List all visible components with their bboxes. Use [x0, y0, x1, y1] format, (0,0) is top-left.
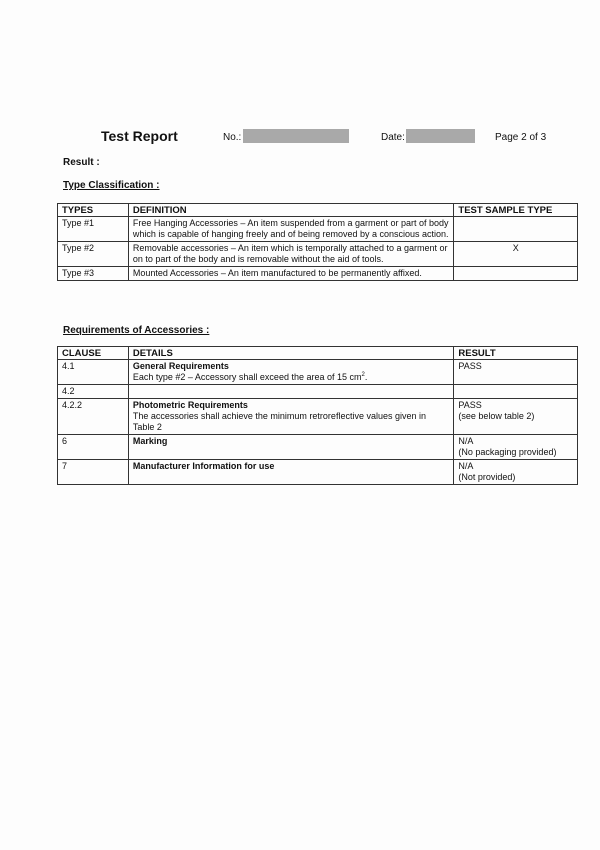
clause-cell: 4.2.2	[58, 399, 129, 435]
column-header-result: RESULT	[454, 347, 578, 360]
column-header-types: TYPES	[58, 204, 129, 217]
details-cell	[128, 399, 454, 435]
column-header-details: DETAILS	[128, 347, 454, 360]
type-classification-table	[57, 203, 578, 281]
requirement-title: Photometric Requirements	[132, 400, 248, 410]
details-cell	[128, 435, 454, 460]
clause-cell: 7	[58, 460, 129, 485]
result-cell	[454, 460, 578, 485]
clause-cell: 6	[58, 435, 129, 460]
result-value: N/A	[458, 436, 474, 446]
report-date-label: Date:	[381, 132, 405, 143]
result-cell	[454, 385, 578, 399]
details-cell	[128, 360, 454, 385]
table-row	[58, 267, 578, 281]
result-cell	[454, 399, 578, 435]
type-classification-heading: Type Classification :	[63, 180, 160, 191]
column-header-clause: CLAUSE	[58, 347, 129, 360]
result-note: (No packaging provided)	[458, 447, 557, 457]
table-row	[58, 435, 578, 460]
column-header-test-sample-type: TEST SAMPLE TYPE	[454, 204, 578, 217]
requirement-title: General Requirements	[132, 361, 229, 371]
definition-cell: Mounted Accessories – An item manufactured to be permanently affixed.	[128, 267, 454, 281]
sample-cell	[454, 267, 578, 281]
requirement-title: Manufacturer Information for use	[132, 461, 275, 471]
result-label: Result :	[63, 157, 100, 168]
requirement-title: Marking	[132, 436, 168, 446]
clause-cell: 4.1	[58, 360, 129, 385]
column-header-definition: DEFINITION	[128, 204, 454, 217]
page-number: Page 2 of 3	[495, 132, 547, 143]
table-header-row	[58, 347, 578, 360]
requirements-table	[57, 346, 578, 485]
details-cell	[128, 385, 454, 399]
details-cell	[128, 460, 454, 485]
sample-cell	[454, 217, 578, 242]
definition-cell: Free Hanging Accessories – An item suspended from a garment or part of body which is capable of hanging freely and of being removed by a conscious action.	[128, 217, 454, 242]
result-note: (Not provided)	[458, 472, 516, 482]
clause-cell: 4.2	[58, 385, 129, 399]
requirements-heading: Requirements of Accessories :	[63, 325, 210, 336]
table-header-row	[58, 204, 578, 217]
table-row	[58, 460, 578, 485]
table-row	[58, 385, 578, 399]
requirement-detail: Each type #2 – Accessory shall exceed the area of 15 $cm^2$.	[132, 372, 368, 382]
report-number-label: No.:	[223, 132, 242, 143]
result-value: PASS	[458, 400, 482, 410]
table-row	[58, 242, 578, 267]
report-title: Test Report	[101, 128, 178, 144]
type-cell: Type #3	[58, 267, 129, 281]
requirement-detail: The accessories shall achieve the minimum retroreflective values given in Table 2	[132, 411, 426, 432]
table-row	[58, 399, 578, 435]
result-value: N/A	[458, 461, 474, 471]
report-date-redaction	[406, 129, 475, 143]
result-cell	[454, 360, 578, 385]
table-row	[58, 217, 578, 242]
result-cell	[454, 435, 578, 460]
report-number-redaction	[243, 129, 349, 143]
result-value: PASS	[458, 361, 482, 371]
type-cell: Type #2	[58, 242, 129, 267]
definition-cell: Removable accessories – An item which is temporally attached to a garment or on to part of the body and is removable without the aid of tools.	[128, 242, 454, 267]
result-note: (see below table 2)	[458, 411, 535, 421]
type-cell: Type #1	[58, 217, 129, 242]
sample-cell: X	[454, 242, 578, 267]
table-row	[58, 360, 578, 385]
